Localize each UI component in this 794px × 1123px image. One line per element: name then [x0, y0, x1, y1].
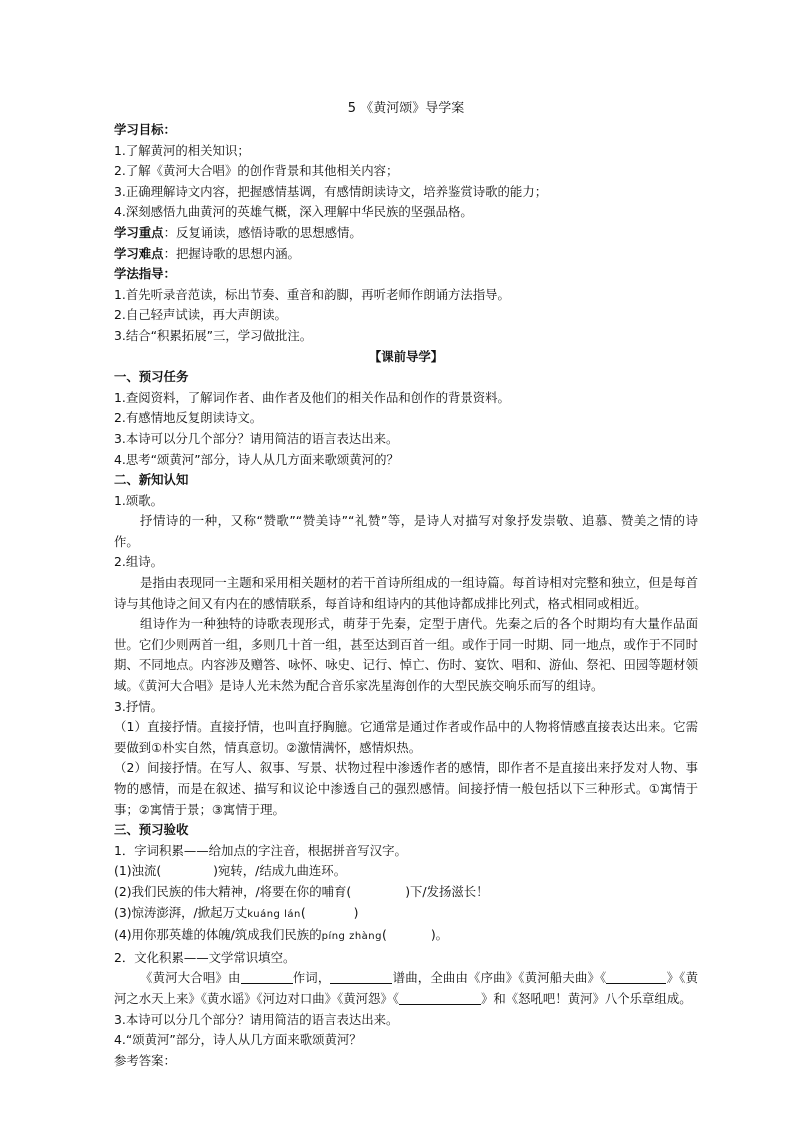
focus-line	[114, 223, 698, 244]
question-text: (3)惊涛澎湃，/掀起万丈	[114, 904, 248, 920]
question-line	[114, 925, 698, 948]
question-text: )	[353, 904, 359, 920]
check-item-1: 1．字词积累——给加点的字注音，根据拼音写汉字。	[114, 842, 407, 858]
document-page	[114, 98, 698, 1071]
question-text: (2)我们民族的伟大精神，/将要在你的哺育(	[114, 883, 352, 899]
goal-item: 2.了解《黄河大合唱》的创作背景和其他相关内容；	[114, 163, 399, 179]
difficulty-text: ：把握诗歌的思想内涵。	[163, 245, 300, 261]
pinyin-text: píng zhàng	[321, 931, 382, 943]
method-item: 2.自己轻声试读，再大声朗读。	[114, 307, 287, 323]
new-knowledge-heading: 二、新知认知	[114, 472, 189, 488]
check-item-3: 3.本诗可以分几个部分？请用简洁的语言表达出来。	[114, 1011, 399, 1027]
method-item: 1.首先听录音范读，标出节奏、重音和韵脚，再听老师作朗诵方法指导。	[114, 286, 510, 302]
preview-task-item: 4.思考“颂黄河”部分，诗人从几方面来歌颂黄河的？	[114, 451, 399, 467]
check-item-2: 2．文化积累——文学常识填空。	[114, 949, 296, 965]
goal-item: 1.了解黄河的相关知识；	[114, 142, 250, 158]
page-title: 5 《黄河颂》导学案	[347, 101, 465, 116]
check-item-4: 4.“颂黄河”部分，诗人从几方面来歌颂黄河？	[114, 1032, 362, 1048]
question-text: (1)浊流(	[114, 863, 162, 879]
direct-lyric: （1）直接抒情。直接抒情，也叫直抒胸臆。它通常是通过作者或作品中的人物将情感直接表达出来。它需要做到①朴实自然，情真意切。②激情满怀，感情炽热。	[114, 719, 698, 755]
question-line	[114, 861, 698, 882]
question-text: )宛转，/结成九曲连环。	[213, 863, 347, 879]
difficulty-line	[114, 244, 698, 265]
section-title: 【课前导学】	[368, 348, 444, 364]
suite-label: 2.组诗。	[114, 554, 163, 570]
ode-label: 1.颂歌。	[114, 492, 163, 508]
fill-blank[interactable]	[606, 969, 666, 984]
difficulty-label: 学习难点	[114, 245, 164, 261]
fill-blank[interactable]	[399, 990, 481, 1005]
preview-task-item: 1.查阅资料，了解词作者、曲作者及他们的相关作品和创作的背景资料。	[114, 389, 510, 405]
fill-text: 》《黄河之水天上来》《黄水谣》《河边对口曲》《黄河怨》《	[114, 970, 698, 1006]
pinyin-text: kuáng lán	[247, 908, 301, 920]
question-text: (4)用你那英雄的体魄/筑成我们民族的	[114, 927, 322, 943]
question-line	[114, 882, 698, 903]
fill-blank[interactable]	[330, 969, 392, 984]
fill-text: 作词，	[292, 970, 331, 986]
fill-text: 《黄河大合唱》由	[140, 970, 241, 986]
lyric-label: 3.抒情。	[114, 698, 163, 714]
question-line	[114, 903, 698, 926]
ode-text: 抒情诗的一种，又称“赞歌”“赞美诗”“礼赞”等，是诗人对描写对象抒发崇敬、追慕、赞美之情的诗作。	[114, 513, 698, 549]
method-item: 3.结合“积累拓展”三，学习做批注。	[114, 327, 313, 343]
goals-heading: 学习目标：	[114, 122, 176, 137]
preview-task-item: 2.有感情地反复朗读诗文。	[114, 410, 263, 426]
fill-text: 谱曲，全曲由《序曲》《黄河船夫曲》《	[392, 970, 607, 986]
question-text: (	[300, 904, 306, 920]
goal-item: 4.深刻感悟九曲黄河的英雄气概，深入理解中华民族的坚强品格。	[114, 204, 473, 220]
check-heading: 三、预习验收	[114, 822, 189, 838]
fill-text: 》和《怒吼吧！黄河》八个乐章组成。	[480, 990, 692, 1006]
indirect-lyric: （2）间接抒情。在写人、叙事、写景、状物过程中渗透作者的感情，即作者不是直接出来抒发对人物、事物的感情，而是在叙述、描写和议论中渗透自己的强烈感情。间接抒情一般包括以下三种形式。①寓情于事；②寓情于景；③寓情于理。	[114, 760, 698, 817]
suite-paragraph-1: 是指由表现同一主题和采用相关题材的若干首诗所组成的一组诗篇。每首诗相对完整和独立，但是每首诗与其他诗之间又有内在的感情联系，每首诗和组诗内的其他诗都成排比列式，格式相同或相近。	[114, 575, 698, 611]
answer-label: 参考答案：	[114, 1052, 176, 1068]
preview-task-item: 3.本诗可以分几个部分？请用简洁的语言表达出来。	[114, 430, 399, 446]
method-heading: 学法指导：	[114, 266, 176, 282]
focus-text: ：反复诵读，感悟诗歌的思想感情。	[163, 224, 362, 240]
fill-paragraph	[114, 968, 698, 1009]
question-text: )下/发扬滋长！	[405, 883, 489, 899]
fill-blank[interactable]	[241, 969, 293, 984]
preview-task-heading: 一、预习任务	[114, 369, 189, 385]
goal-item: 3.正确理解诗文内容，把握感情基调，有感情朗读诗文，培养鉴赏诗歌的能力；	[114, 183, 548, 199]
question-text: )。	[430, 927, 449, 943]
focus-label: 学习重点	[114, 224, 164, 240]
question-text: (	[381, 927, 387, 943]
suite-paragraph-2: 组诗作为一种独特的诗歌表现形式，萌芽于先秦，定型于唐代。先秦之后的各个时期均有大量作品面世。它们少则两首一组，多则几十首一组，甚至达到百首一组。或作于同一时期、同一地点，或作于不同时期、不同地点。内容涉及赠答、咏怀、咏史、记行、悼亡、伤时、宴饮、唱和、游仙、祭祀、田园等题材领域。《黄河大合唱》是诗人光未然为配合音乐家冼星海创作的大型民族交响乐而写的组诗。	[114, 616, 698, 694]
